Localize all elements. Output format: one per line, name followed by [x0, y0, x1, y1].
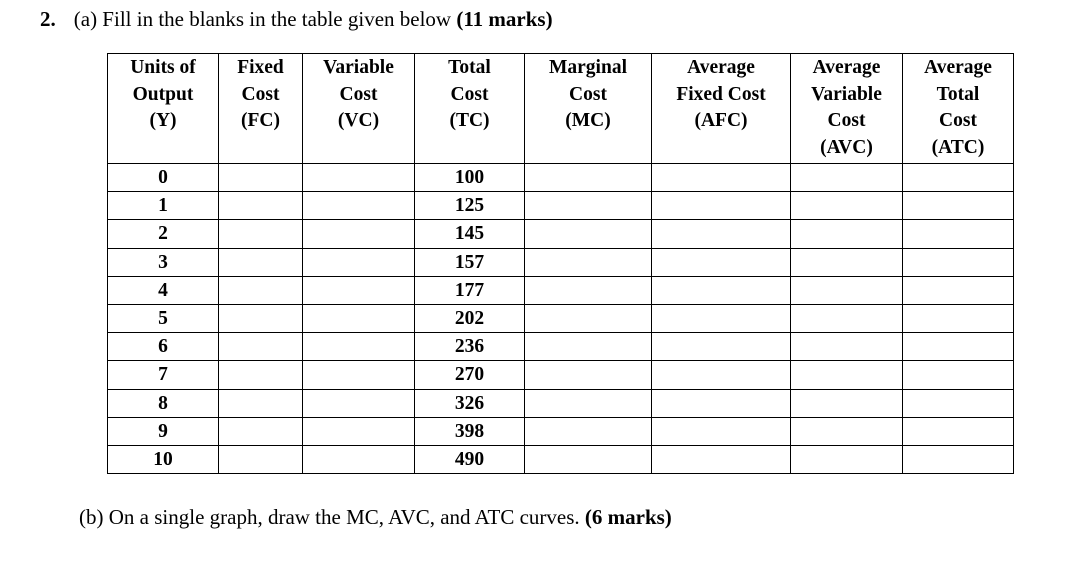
question-2b-line [79, 504, 672, 530]
blank-cell-atc[interactable] [903, 389, 1014, 417]
cell-tc: 326 [415, 389, 525, 417]
header-fc [219, 54, 303, 164]
blank-cell-vc[interactable] [303, 333, 415, 361]
header-tc-line: Cost [450, 83, 489, 105]
blank-cell-mc[interactable] [525, 333, 652, 361]
header-vc-line: Variable [323, 57, 394, 78]
question-number: 2. [40, 7, 56, 31]
table-row [108, 220, 1014, 248]
header-afc-line: Fixed Cost [676, 83, 766, 105]
blank-cell-fc[interactable] [219, 220, 303, 248]
blank-cell-fc[interactable] [219, 389, 303, 417]
blank-cell-atc[interactable] [903, 276, 1014, 304]
part-a-instruction: (a) Fill in the blanks in the table given below [73, 7, 452, 31]
part-a-marks: (11 marks) [456, 7, 553, 31]
blank-cell-atc[interactable] [903, 361, 1014, 389]
header-vc-line: (VC) [337, 110, 380, 131]
blank-cell-avc[interactable] [791, 445, 903, 473]
header-output-line: (Y) [149, 110, 177, 131]
blank-cell-mc[interactable] [525, 164, 652, 192]
cell-output: 4 [108, 276, 219, 304]
blank-cell-fc[interactable] [219, 248, 303, 276]
cell-output: 10 [108, 445, 219, 473]
cost-table [107, 53, 1014, 474]
table-row [108, 361, 1014, 389]
blank-cell-avc[interactable] [791, 276, 903, 304]
cell-output: 9 [108, 417, 219, 445]
header-tc [415, 54, 525, 164]
cell-tc: 270 [415, 361, 525, 389]
blank-cell-avc[interactable] [791, 304, 903, 332]
blank-cell-mc[interactable] [525, 389, 652, 417]
header-fc-line: Cost [241, 83, 280, 105]
blank-cell-fc[interactable] [219, 333, 303, 361]
blank-cell-mc[interactable] [525, 192, 652, 220]
header-mc-line: Marginal [549, 57, 627, 78]
cell-output: 3 [108, 248, 219, 276]
header-atc-line: Cost [939, 110, 977, 131]
blank-cell-afc[interactable] [652, 192, 791, 220]
header-atc [903, 54, 1014, 164]
blank-cell-atc[interactable] [903, 445, 1014, 473]
part-b-marks: (6 marks) [584, 505, 672, 529]
blank-cell-afc[interactable] [652, 164, 791, 192]
blank-cell-mc[interactable] [525, 276, 652, 304]
blank-cell-avc[interactable] [791, 417, 903, 445]
blank-cell-fc[interactable] [219, 304, 303, 332]
header-avc-line: Variable [811, 83, 882, 105]
table-row [108, 304, 1014, 332]
blank-cell-vc[interactable] [303, 361, 415, 389]
cell-output: 0 [108, 164, 219, 192]
header-afc-line: (AFC) [694, 110, 748, 131]
cell-output: 7 [108, 361, 219, 389]
header-fc-line: (FC) [241, 110, 280, 131]
blank-cell-vc[interactable] [303, 304, 415, 332]
header-tc-line: Total [448, 57, 491, 78]
blank-cell-fc[interactable] [219, 192, 303, 220]
table-row [108, 192, 1014, 220]
header-mc [525, 54, 652, 164]
blank-cell-avc[interactable] [791, 192, 903, 220]
header-avc-line: Cost [827, 110, 866, 131]
blank-cell-atc[interactable] [903, 248, 1014, 276]
cell-tc: 145 [415, 220, 525, 248]
cell-output: 6 [108, 333, 219, 361]
cell-output: 8 [108, 389, 219, 417]
blank-cell-afc[interactable] [652, 220, 791, 248]
cell-tc: 100 [415, 164, 525, 192]
cell-output: 2 [108, 220, 219, 248]
header-vc-line: Cost [339, 83, 378, 105]
blank-cell-avc[interactable] [791, 361, 903, 389]
header-afc [652, 54, 791, 164]
table-row [108, 164, 1014, 192]
cell-tc: 398 [415, 417, 525, 445]
blank-cell-avc[interactable] [791, 164, 903, 192]
header-avc-line: Average [812, 57, 881, 78]
header-atc-line: Average [924, 57, 992, 78]
blank-cell-mc[interactable] [525, 248, 652, 276]
blank-cell-afc[interactable] [652, 417, 791, 445]
blank-cell-vc[interactable] [303, 276, 415, 304]
blank-cell-mc[interactable] [525, 445, 652, 473]
header-afc-line: Average [687, 57, 755, 78]
blank-cell-vc[interactable] [303, 248, 415, 276]
blank-cell-fc[interactable] [219, 417, 303, 445]
cell-tc: 125 [415, 192, 525, 220]
header-avc-line: (AVC) [820, 136, 873, 158]
header-row [108, 54, 1014, 164]
cell-tc: 490 [415, 445, 525, 473]
blank-cell-afc[interactable] [652, 445, 791, 473]
blank-cell-afc[interactable] [652, 304, 791, 332]
blank-cell-mc[interactable] [525, 220, 652, 248]
header-output-line: Output [132, 83, 194, 105]
cell-output: 1 [108, 192, 219, 220]
header-avc [791, 54, 903, 164]
blank-cell-atc[interactable] [903, 417, 1014, 445]
blank-cell-afc[interactable] [652, 333, 791, 361]
blank-cell-afc[interactable] [652, 389, 791, 417]
cell-tc: 236 [415, 333, 525, 361]
blank-cell-mc[interactable] [525, 304, 652, 332]
table-row [108, 248, 1014, 276]
header-atc-line: (ATC) [931, 136, 985, 158]
table-body [108, 164, 1014, 474]
table-header [108, 54, 1014, 164]
table-row [108, 417, 1014, 445]
blank-cell-vc[interactable] [303, 220, 415, 248]
blank-cell-vc[interactable] [303, 192, 415, 220]
header-vc [303, 54, 415, 164]
blank-cell-fc[interactable] [219, 164, 303, 192]
header-mc-line: (MC) [565, 110, 611, 131]
blank-cell-avc[interactable] [791, 389, 903, 417]
header-output [108, 54, 219, 164]
table-row [108, 276, 1014, 304]
blank-cell-afc[interactable] [652, 361, 791, 389]
part-b-instruction: (b) On a single graph, draw the MC, AVC, and ATC curves. [79, 505, 580, 529]
table-row [108, 389, 1014, 417]
blank-cell-afc[interactable] [652, 276, 791, 304]
blank-cell-atc[interactable] [903, 192, 1014, 220]
question-2a-line [40, 6, 553, 32]
blank-cell-atc[interactable] [903, 164, 1014, 192]
blank-cell-fc[interactable] [219, 445, 303, 473]
header-tc-line: (TC) [449, 110, 490, 131]
header-mc-line: Cost [569, 83, 607, 105]
cell-tc: 157 [415, 248, 525, 276]
blank-cell-afc[interactable] [652, 248, 791, 276]
blank-cell-vc[interactable] [303, 417, 415, 445]
blank-cell-atc[interactable] [903, 333, 1014, 361]
cell-tc: 202 [415, 304, 525, 332]
blank-cell-atc[interactable] [903, 220, 1014, 248]
blank-cell-avc[interactable] [791, 248, 903, 276]
blank-cell-vc[interactable] [303, 164, 415, 192]
blank-cell-avc[interactable] [791, 333, 903, 361]
table-row [108, 445, 1014, 473]
header-output-line: Units of [130, 57, 196, 78]
blank-cell-vc[interactable] [303, 445, 415, 473]
blank-cell-atc[interactable] [903, 304, 1014, 332]
header-atc-line: Total [936, 83, 980, 105]
blank-cell-vc[interactable] [303, 389, 415, 417]
blank-cell-fc[interactable] [219, 361, 303, 389]
cell-output: 5 [108, 304, 219, 332]
cell-tc: 177 [415, 276, 525, 304]
blank-cell-avc[interactable] [791, 220, 903, 248]
blank-cell-fc[interactable] [219, 276, 303, 304]
table-row [108, 333, 1014, 361]
blank-cell-mc[interactable] [525, 361, 652, 389]
blank-cell-mc[interactable] [525, 417, 652, 445]
header-fc-line: Fixed [237, 57, 284, 78]
